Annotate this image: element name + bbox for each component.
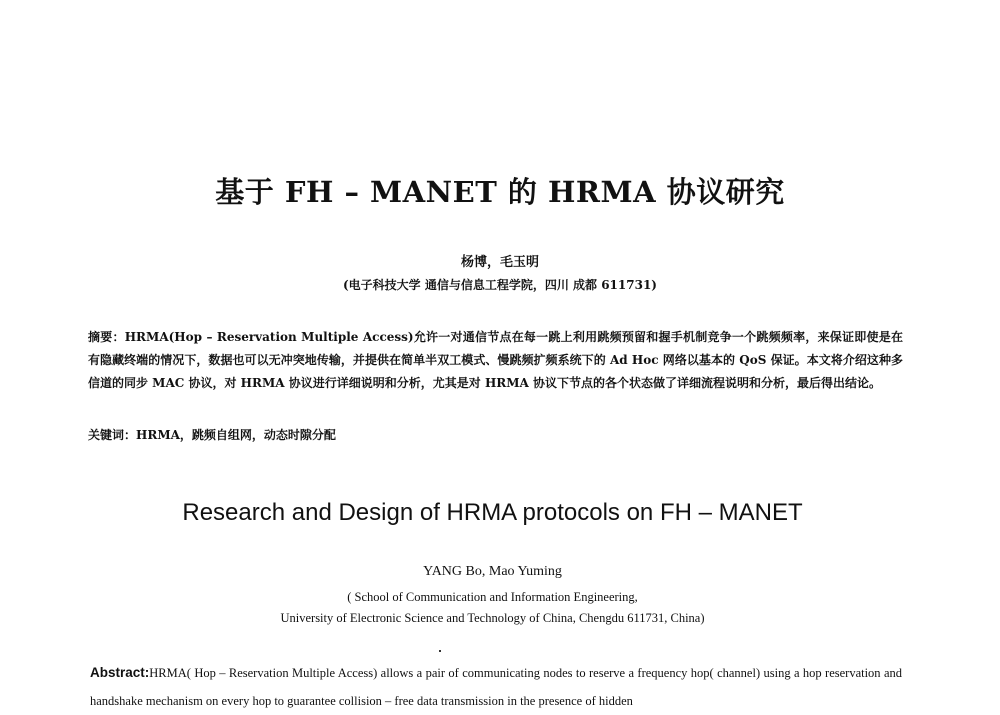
chinese-abstract-label: 摘要： — [88, 330, 125, 344]
chinese-abstract — [88, 326, 903, 395]
english-authors: YANG Bo, Mao Yuming — [423, 564, 562, 579]
chinese-authors: 杨博，毛玉明 — [460, 255, 539, 270]
chinese-keywords-text: HRMA，跳频自组网，动态时隙分配 — [136, 428, 336, 442]
chinese-keywords — [88, 426, 903, 443]
english-affiliation-line1: ( School of Communication and Information Engineering, — [347, 590, 638, 604]
chinese-title: 基于 FH – MANET 的 HRMA 协议研究 — [215, 175, 785, 209]
english-abstract — [90, 659, 902, 715]
chinese-abstract-text: HRMA(Hop – Reservation Multiple Access)允许一对通信节点在每一跳上利用跳频预留和握手机制竞争一个跳频频率，来保证即使是在有隐藏终端的情况下，数据也可以无冲突地传输，并提供在简单半双工模式、慢跳频扩频系统下的 Ad Hoc 网络以基本的 QoS 保证。本文将介绍这种多信道的同步 MAC 协议，对 HRMA 协议进行详细说明和分析，尤其是对 HRMA 协议下节点的各个状态做了详细流程说明和分析，最后得出结论。 — [88, 330, 903, 390]
english-title: Research and Design of HRMA protocols on FH – MANET — [182, 499, 803, 526]
english-affiliation-line2: University of Electronic Science and Technology of China, Chengdu 611731, China) — [280, 611, 705, 625]
english-abstract-label: Abstract: — [90, 665, 150, 680]
scan-speck — [439, 650, 441, 652]
english-abstract-text: HRMA( Hop – Reservation Multiple Access) allows a pair of communicating nodes to reserve a frequency hop( channel) using a hop reservation and handshake mechanism on every hop to guarantee collision – free data transmission in the presence of hidden — [90, 666, 902, 708]
chinese-affiliation: (电子科技大学 通信与信息工程学院，四川 成都 611731) — [343, 278, 657, 292]
chinese-keywords-label: 关键词： — [88, 428, 137, 442]
